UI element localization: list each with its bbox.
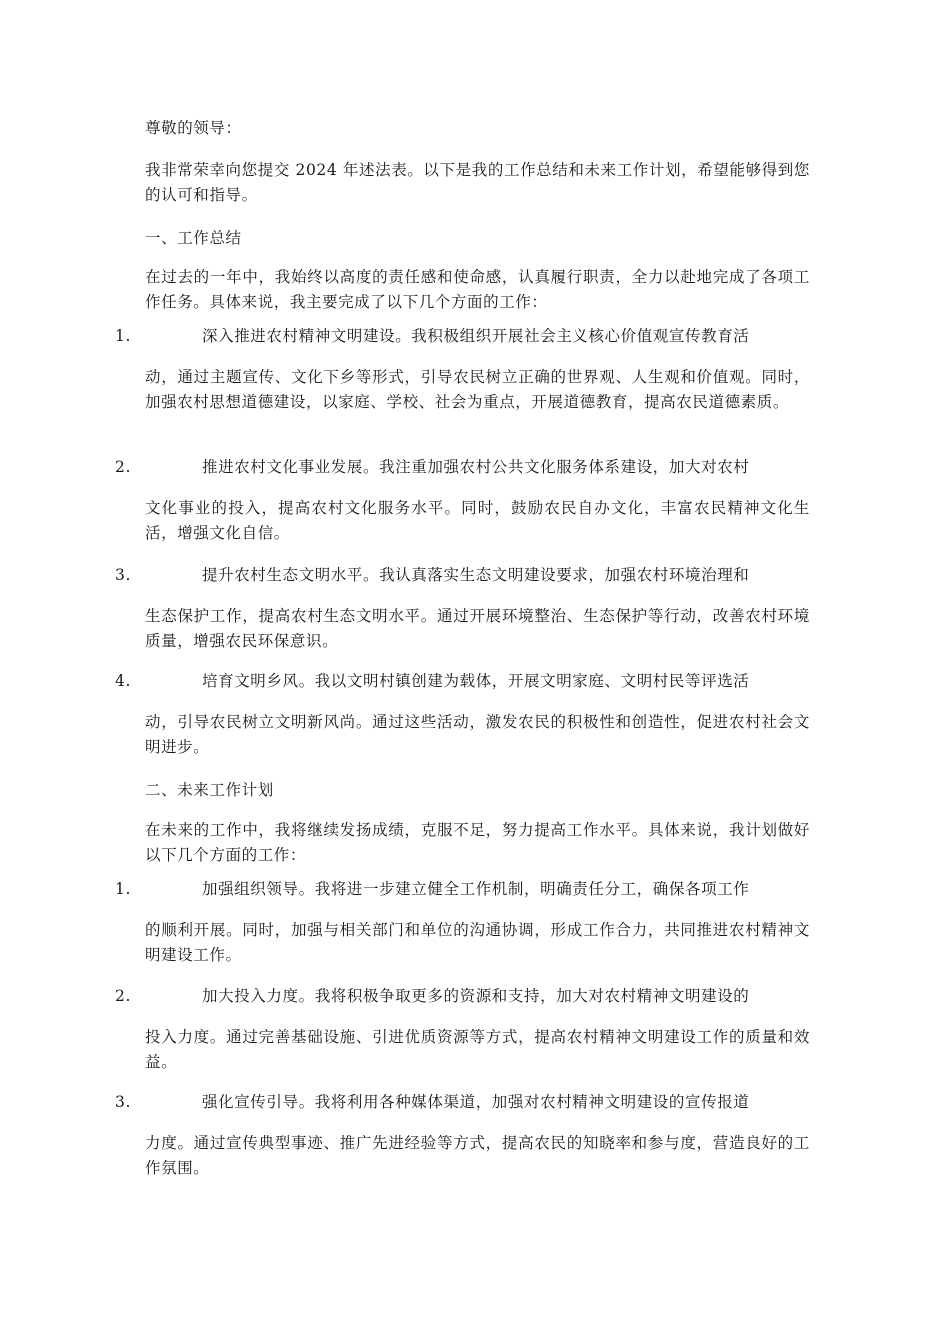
list-item-number: 4. [115, 672, 131, 690]
list-item-body: 力度。通过宣传典型事迹、推广先进经验等方式，提高农民的知晓率和参与度，营造良好的工作氛围。 [145, 1134, 810, 1177]
list-item-first-line: 深入推进农村精神文明建设。我积极组织开展社会主义核心价值观宣传教育活 [202, 327, 750, 345]
section-heading-summary: 一、工作总结 [145, 229, 242, 247]
list-item-number: 3. [115, 1093, 131, 1111]
list-item-body: 动，引导农民树立文明新风尚。通过这些活动，激发农民的积极性和创造性，促进农村社会文明进步。 [145, 713, 810, 756]
list-item-body: 的顺利开展。同时，加强与相关部门和单位的沟通协调，形成工作合力，共同推进农村精神文明建设工作。 [145, 921, 810, 964]
list-item-body: 生态保护工作，提高农村生态文明水平。通过开展环境整治、生态保护等行动，改善农村环境质量，增强农民环保意识。 [145, 607, 810, 650]
list-item-first-line: 推进农村文化事业发展。我注重加强农村公共文化服务体系建设，加大对农村 [202, 458, 750, 476]
section-intro-plan: 在未来的工作中，我将继续发扬成绩，克服不足，努力提高工作水平。具体来说，我计划做好以下几个方面的工作： [145, 821, 810, 864]
list-item-number: 3. [115, 566, 131, 584]
list-item-number: 2. [115, 987, 131, 1005]
list-item-first-line: 提升农村生态文明水平。我认真落实生态文明建设要求，加强农村环境治理和 [202, 566, 750, 584]
list-item-number: 2. [115, 458, 131, 476]
list-item-body: 投入力度。通过完善基础设施、引进优质资源等方式，提高农村精神文明建设工作的质量和效益。 [145, 1028, 810, 1071]
list-item-first-line: 强化宣传引导。我将利用各种媒体渠道，加强对农村精神文明建设的宣传报道 [202, 1093, 750, 1111]
list-item-first-line: 加大投入力度。我将积极争取更多的资源和支持，加大对农村精神文明建设的 [202, 987, 750, 1005]
list-item-number: 1. [115, 327, 131, 345]
list-item-body: 动，通过主题宣传、文化下乡等形式，引导农民树立正确的世界观、人生观和价值观。同时，加强农村思想道德建设，以家庭、学校、社会为重点，开展道德教育，提高农民道德素质。 [145, 368, 810, 411]
intro-paragraph: 我非常荣幸向您提交 2024 年述法表。以下是我的工作总结和未来工作计划，希望能够得到您的认可和指导。 [145, 161, 810, 204]
greeting: 尊敬的领导： [145, 119, 242, 137]
list-item-first-line: 加强组织领导。我将进一步建立健全工作机制，明确责任分工，确保各项工作 [202, 880, 750, 898]
list-item-first-line: 培育文明乡风。我以文明村镇创建为载体，开展文明家庭、文明村民等评选活 [202, 672, 750, 690]
section-intro-summary: 在过去的一年中，我始终以高度的责任感和使命感，认真履行职责，全力以赴地完成了各项工作任务。具体来说，我主要完成了以下几个方面的工作： [145, 268, 810, 311]
section-heading-plan: 二、未来工作计划 [145, 781, 274, 799]
list-item-number: 1. [115, 880, 131, 898]
list-item-body: 文化事业的投入，提高农村文化服务水平。同时，鼓励农民自办文化，丰富农民精神文化生活，增强文化自信。 [145, 499, 810, 542]
